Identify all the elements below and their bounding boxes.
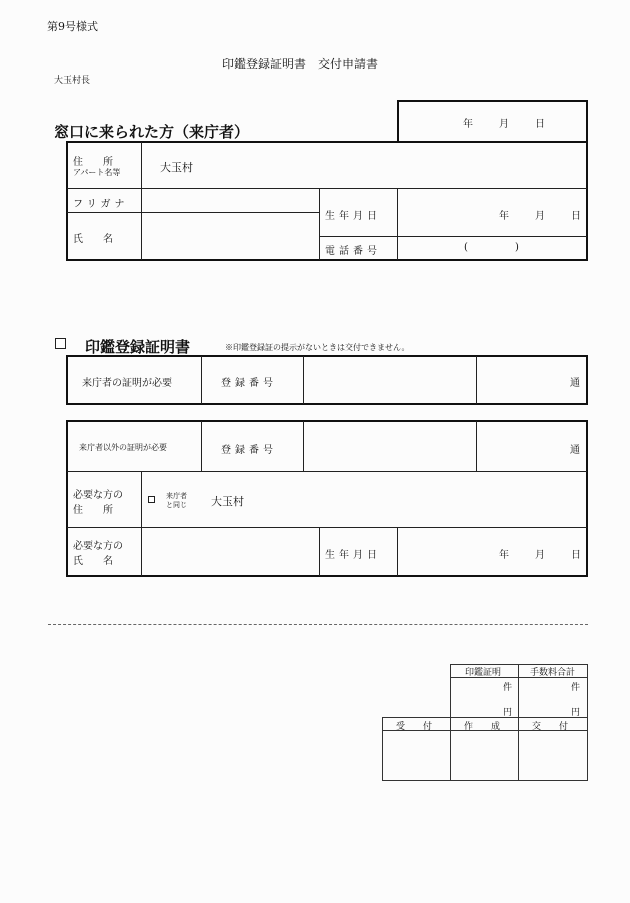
name-field[interactable] xyxy=(142,213,318,259)
application-date-box xyxy=(397,100,588,143)
other-address-value: 大玉村 xyxy=(211,495,244,508)
addressee: 大玉村長 xyxy=(54,76,91,86)
other-birth-month-label: 月 xyxy=(535,550,545,561)
same-as-applicant-checkbox[interactable] xyxy=(148,496,155,503)
office-fee-col-header: 手数料合計 xyxy=(530,668,576,678)
other-name-label-1: 必要な方の xyxy=(73,541,123,552)
office-fee-count-unit: 件 xyxy=(571,683,581,693)
birth-month-label: 月 xyxy=(535,211,545,222)
office-issue-label: 交 付 xyxy=(532,722,569,732)
same-as-applicant-text-1: 来庁者 xyxy=(166,492,187,500)
furigana-label: フリガナ xyxy=(73,199,129,210)
birth-year-label: 年 xyxy=(499,211,509,222)
other-address-label-1: 必要な方の xyxy=(73,490,123,501)
office-create-label: 作 成 xyxy=(464,722,501,732)
office-cert-col-header: 印鑑証明 xyxy=(465,668,502,678)
other-birth-year-label: 年 xyxy=(499,550,509,561)
other-name-field[interactable] xyxy=(142,529,318,575)
address-label: 住 所 xyxy=(73,157,113,168)
self-reg-number-label: 登録番号 xyxy=(221,378,277,389)
other-birth-day-label: 日 xyxy=(571,550,581,561)
office-cert-yen-unit: 円 xyxy=(503,708,513,718)
certificate-request-checkbox[interactable] xyxy=(55,338,66,349)
office-fee-yen-unit: 円 xyxy=(571,708,581,718)
phone-close-paren: ) xyxy=(515,242,519,253)
form-title: 印鑑登録証明書 交付申請書 xyxy=(222,57,379,71)
self-reg-number-field[interactable] xyxy=(304,357,475,403)
date-day-label: 日 xyxy=(535,119,545,130)
phone-open-paren: ( xyxy=(464,242,468,253)
same-as-applicant-text-2: と同じ xyxy=(166,501,187,509)
phone-field[interactable] xyxy=(398,237,586,259)
date-month-label: 月 xyxy=(499,119,509,130)
phone-label: 電話番号 xyxy=(325,246,381,257)
other-copies-unit: 通 xyxy=(570,445,580,456)
furigana-field[interactable] xyxy=(142,189,318,211)
other-birthdate-field[interactable] xyxy=(398,529,586,575)
self-certificate-label: 来庁者の証明が必要 xyxy=(82,378,172,389)
office-cert-count-unit: 件 xyxy=(503,683,513,693)
certificate-heading: 印鑑登録証明書 xyxy=(85,338,191,356)
cut-line xyxy=(48,624,588,625)
birth-day-label: 日 xyxy=(571,211,581,222)
address-sublabel: アパート名等 xyxy=(73,168,121,177)
self-copies-unit: 通 xyxy=(570,378,580,389)
form-number: 第9号様式 xyxy=(47,20,98,33)
other-address-field[interactable] xyxy=(195,473,586,526)
birthdate-field[interactable] xyxy=(398,189,586,235)
address-value: 大玉村 xyxy=(160,161,193,174)
other-name-label-2: 氏 名 xyxy=(73,556,113,567)
address-field[interactable] xyxy=(142,143,586,187)
office-receive-label: 受 付 xyxy=(396,722,433,732)
other-reg-number-label: 登録番号 xyxy=(221,445,277,456)
applicant-heading: 窓口に来られた方（来庁者） xyxy=(54,123,250,141)
date-year-label: 年 xyxy=(463,119,473,130)
other-certificate-label: 来庁者以外の証明が必要 xyxy=(79,443,167,452)
other-reg-number-field[interactable] xyxy=(304,422,475,470)
birthdate-label: 生年月日 xyxy=(325,211,381,222)
other-birthdate-label: 生年月日 xyxy=(325,550,381,561)
other-address-label-2: 住 所 xyxy=(73,505,113,516)
name-label: 氏 名 xyxy=(73,234,113,245)
certificate-note: ※印鑑登録証の提示がないときは交付できません。 xyxy=(225,343,410,352)
